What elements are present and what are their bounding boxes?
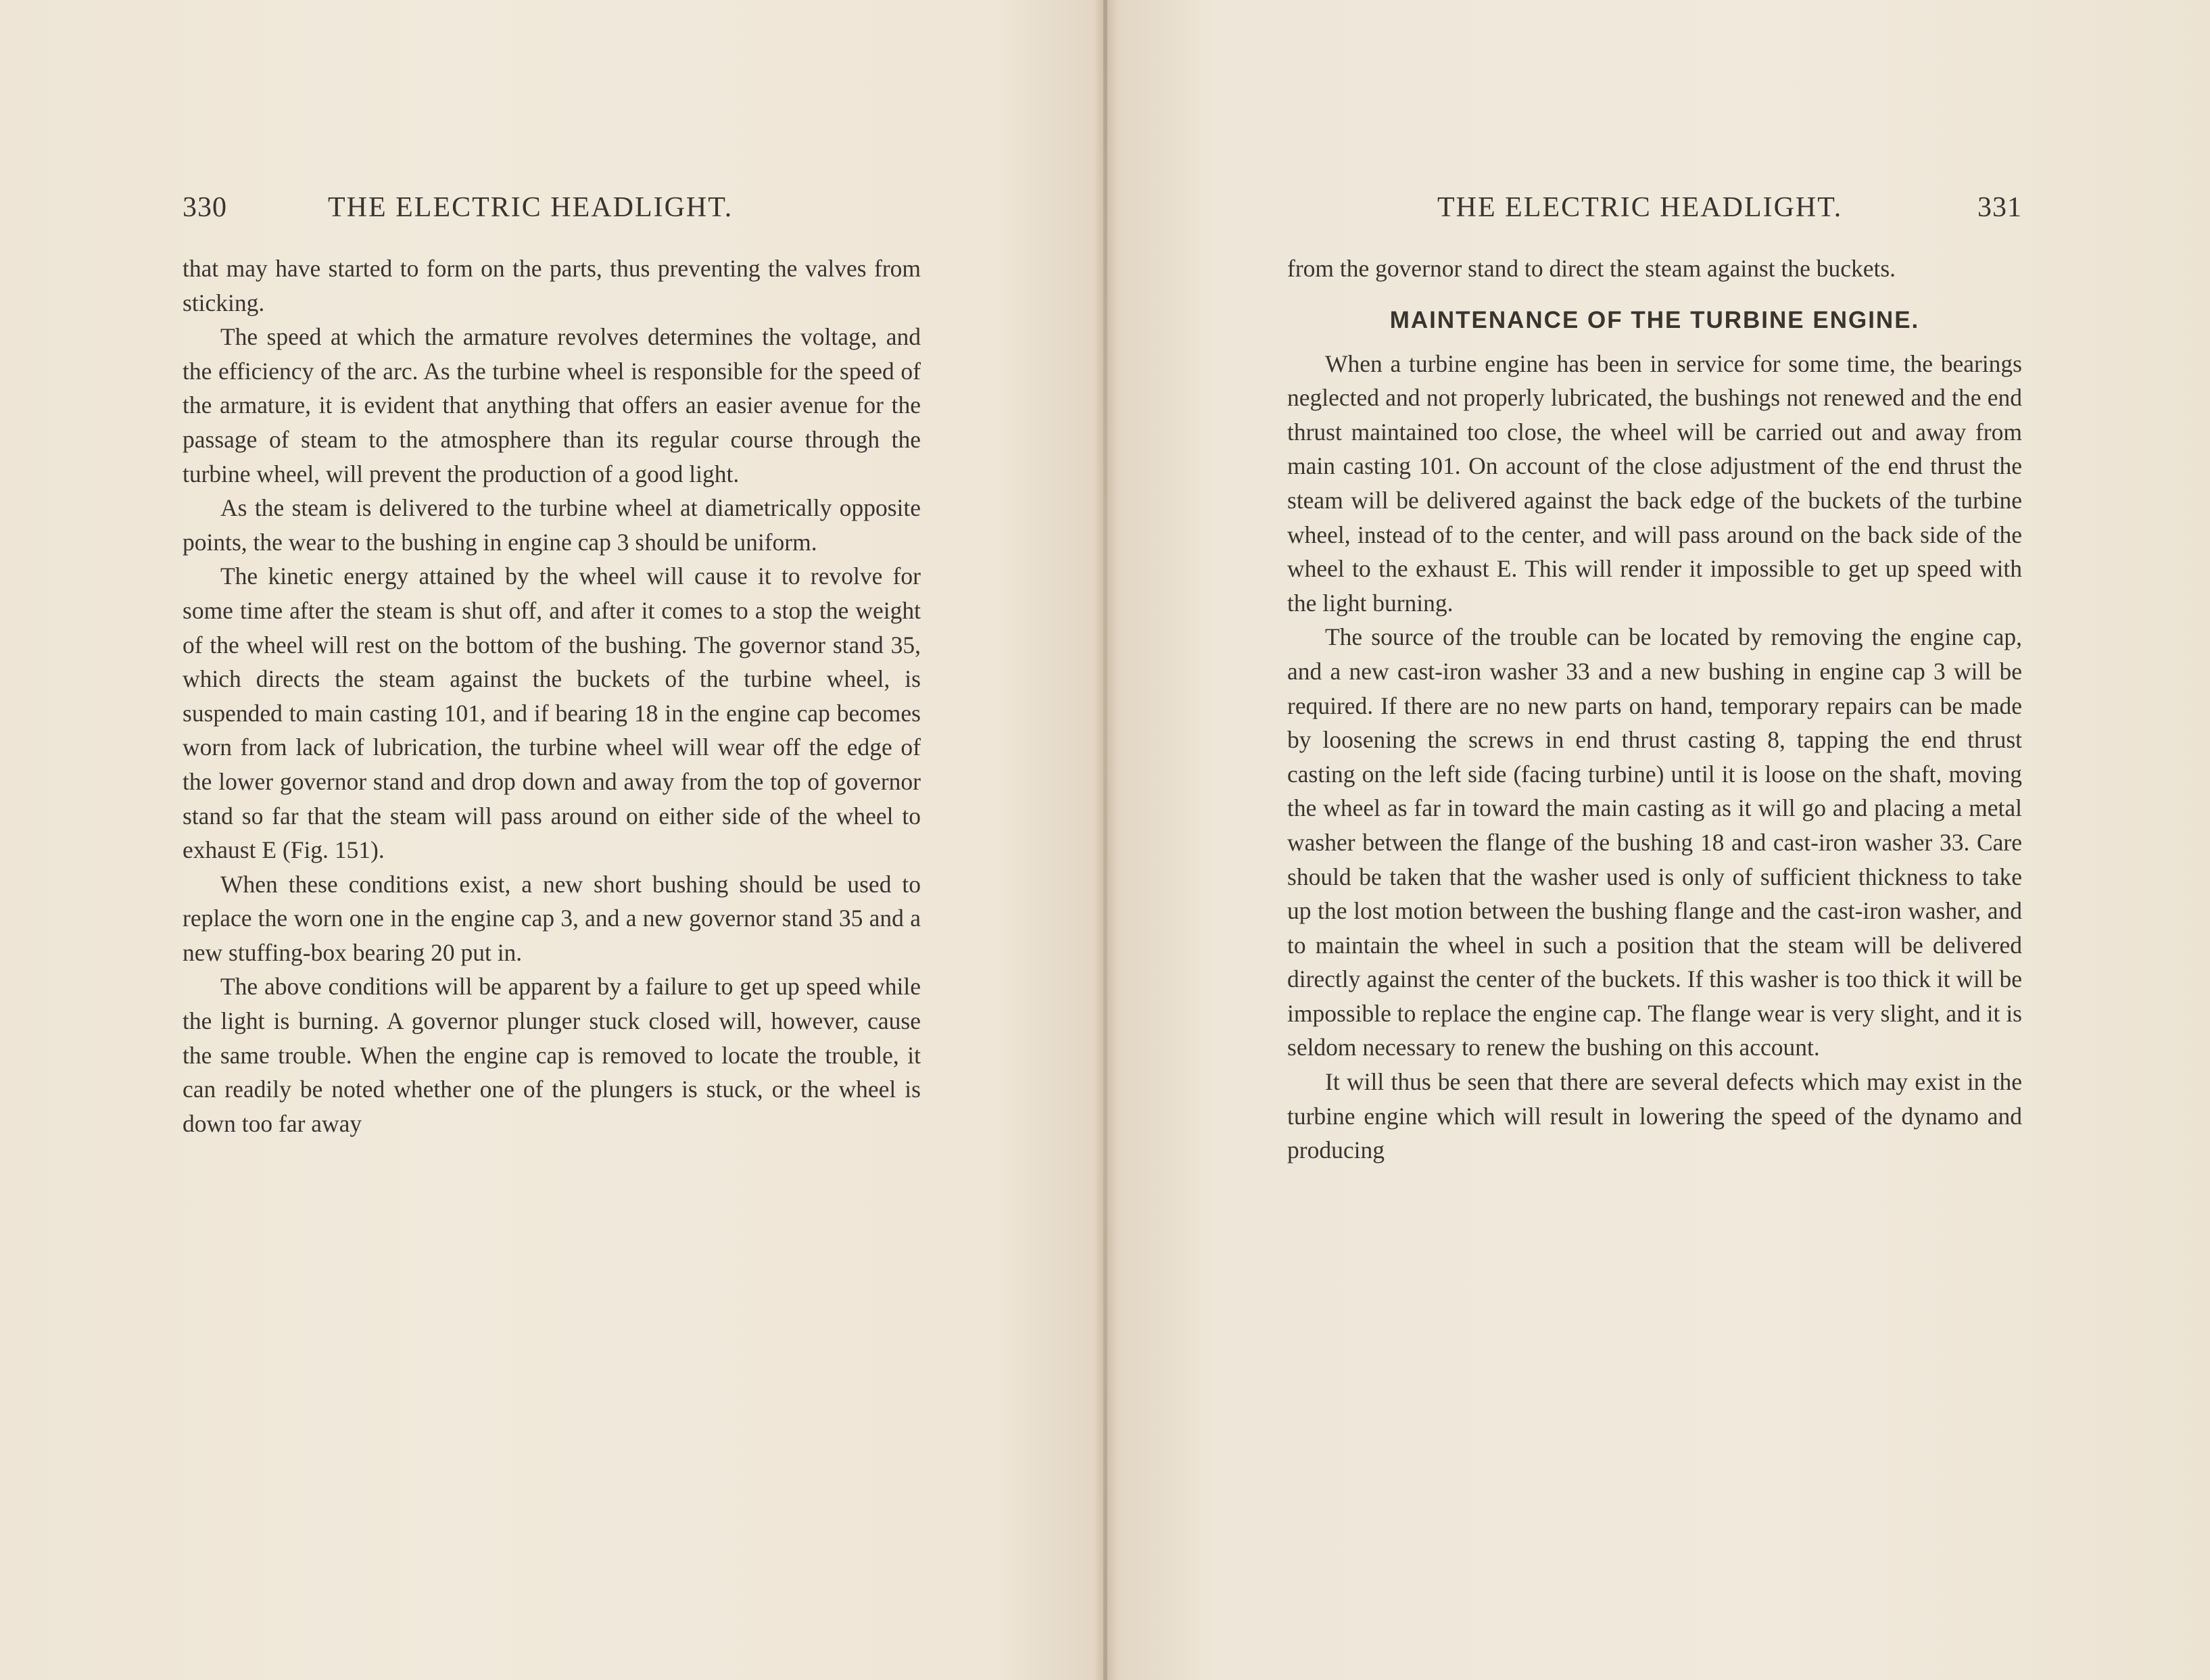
left-page-header xyxy=(183,191,921,229)
paragraph: from the governor stand to direct the steam against the buckets. xyxy=(1287,255,1896,282)
right-page xyxy=(1287,0,2022,1680)
paragraph: The above conditions will be apparent by a failure to get up speed while the light is burning. A governor plunger stuck closed will, however, cause the same trouble. When the engine cap is removed to locate the trouble, it can readily be noted whether one of the plungers is stuck, or the wheel is down too far away xyxy=(183,973,921,1137)
page-number: 330 xyxy=(183,192,227,223)
paragraph: that may have started to form on the parts, thus preventing the valves from sticking. xyxy=(183,255,921,316)
right-page-body xyxy=(1287,251,2022,1168)
paragraph: As the steam is delivered to the turbine wheel at diametrically opposite points, the wear to the bushing in engine cap 3 should be uniform. xyxy=(183,494,921,556)
left-page xyxy=(183,0,921,1680)
paragraph: When a turbine engine has been in service for some time, the bearings neglected and not properly lubricated, the bushings not renewed and the end thrust maintained too close, the wheel will be carried out and away from main casting 101. On account of the close adjustment of the end thrust the steam will be delivered against the back edge of the buckets of the turbine wheel, instead of to the center, and will pass around on the back side of the wheel to the exhaust E. This will render it impossible to get up speed with the light burning. xyxy=(1287,350,2022,617)
right-page-header xyxy=(1287,191,2022,229)
book-gutter xyxy=(1103,0,1107,1680)
paragraph: The source of the trouble can be located by removing the engine cap, and a new cast-iron washer 33 and a new bushing in engine cap 3 will be required. If there are no new parts on hand, temporary repairs can be made by loosening the screws in end thrust casting 8, tapping the end thrust casting on the left side (facing turbine) until it is loose on the shaft, moving the wheel as far in toward the main casting as it will go and placing a metal washer between the flange of the bushing 18 and cast-iron washer 33. Care should be taken that the washer used is only of sufficient thickness to take up the lost motion between the bushing flange and the cast-iron washer, and to maintain the wheel in such a position that the steam will be delivered directly against the center of the buckets. If this washer is too thick it will be impossible to replace the engine cap. The flange wear is very slight, and it is seldom necessary to renew the bushing on this account. xyxy=(1287,623,2022,1061)
running-head: THE ELECTRIC HEADLIGHT. xyxy=(328,192,734,223)
paragraph: The speed at which the armature revolves determines the voltage, and the efficiency of the arc. As the turbine wheel is responsible for the speed of the armature, it is evident that anything that offers an easier avenue for the passage of steam to the atmosphere than its regular course through the turbine wheel, will prevent the production of a good light. xyxy=(183,323,921,487)
paragraph: The kinetic energy attained by the wheel will cause it to revolve for some time after the steam is shut off, and after it comes to a stop the weight of the wheel will rest on the bottom of the bushing. The governor stand 35, which directs the steam against the buckets of the turbine wheel, is suspended to main casting 101, and if bearing 18 in the engine cap becomes worn from lack of lubrication, the turbine wheel will wear off the edge of the lower governor stand and drop down and away from the top of governor stand so far that the steam will pass around on either side of the wheel to exhaust E (Fig. 151). xyxy=(183,562,921,864)
running-head: THE ELECTRIC HEADLIGHT. xyxy=(1437,192,1843,223)
paragraph: It will thus be seen that there are several defects which may exist in the turbine engine which will result in lowering the speed of the dynamo and producing xyxy=(1287,1068,2022,1164)
page-number: 331 xyxy=(1977,192,2022,223)
paragraph: When these conditions exist, a new short bushing should be used to replace the worn one in the engine cap 3, and a new governor stand 35 and a new stuffing-box bearing 20 put in. xyxy=(183,870,921,966)
left-page-body xyxy=(183,251,921,1141)
section-heading: MAINTENANCE OF THE TURBINE ENGINE. xyxy=(1389,306,1920,333)
